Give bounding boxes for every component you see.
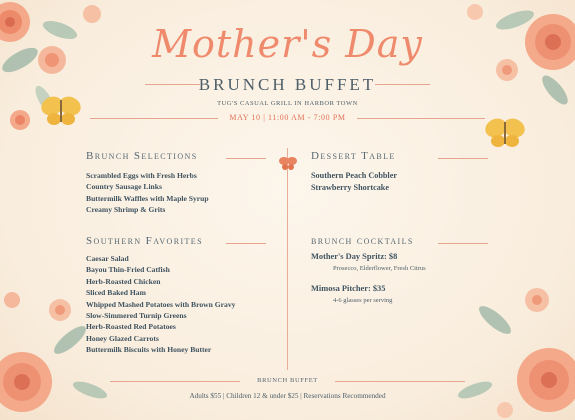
dessert-table-list (311, 170, 397, 194)
list-item: Buttermilk Biscuits with Honey Butter (86, 345, 212, 355)
dessert-table-heading: Dessert Table (311, 150, 396, 162)
list-item: Strawberry Shortcake (311, 183, 389, 192)
list-item: Creamy Shrimp & Grits (86, 205, 166, 215)
center-butterfly-decoration (279, 155, 297, 171)
cocktail-description: 4-6 glasses per serving (333, 297, 393, 304)
left-butterfly-decoration (40, 92, 82, 128)
list-item: Slow-Simmered Turnip Greens (86, 311, 187, 321)
brunch-selections-rule (226, 158, 266, 159)
southern-favorites-heading: Southern Favorites (86, 235, 203, 247)
dessert-table-rule (438, 158, 488, 159)
center-divider (287, 148, 288, 370)
brunch-selections-list (86, 170, 209, 216)
brunch-cocktails-heading: brunch cocktails (311, 235, 414, 247)
cocktail-description: Prosecco, Elderflower, Fresh Citrus (333, 265, 426, 272)
venue-name: TUG'S CASUAL GRILL IN HARBOR TOWN (217, 100, 358, 107)
southern-favorites-rule (226, 243, 266, 244)
list-item: Southern Peach Cobbler (311, 171, 397, 180)
southern-favorites-list (86, 253, 235, 356)
list-item: Caesar Salad (86, 254, 129, 263)
list-item: Scrambled Eggs with Fresh Herbs (86, 171, 197, 180)
list-item: Herb-Roasted Red Potatoes (86, 322, 176, 332)
list-item: Sliced Baked Ham (86, 288, 146, 298)
cocktail-name: Mother's Day Spritz: $8 (311, 252, 398, 261)
date-time: MAY 10 | 11:00 AM - 7:00 PM (229, 113, 346, 122)
list-item: Whipped Mashed Potatoes with Brown Gravy (86, 299, 236, 309)
list-item: Buttermilk Waffles with Maple Syrup (86, 193, 209, 203)
list-item: Herb-Roasted Chicken (86, 276, 161, 286)
footer-label: BRUNCH BUFFET (257, 377, 318, 384)
cocktail-name: Mimosa Pitcher: $35 (311, 284, 386, 293)
list-item: Honey Glazed Carrots (86, 333, 159, 343)
footer-pricing-info: Adults $55 | Children 12 & under $25 | Reservations Recommended (189, 392, 386, 400)
brunch-selections-heading: Brunch Selections (86, 150, 198, 162)
page-title: Mother's Day (152, 22, 423, 66)
brunch-cocktails-rule (438, 243, 488, 244)
list-item: Country Sausage Links (86, 182, 162, 192)
page-subtitle: BRUNCH BUFFET (198, 75, 377, 94)
list-item: Bayou Thin-Fried Catfish (86, 265, 170, 275)
